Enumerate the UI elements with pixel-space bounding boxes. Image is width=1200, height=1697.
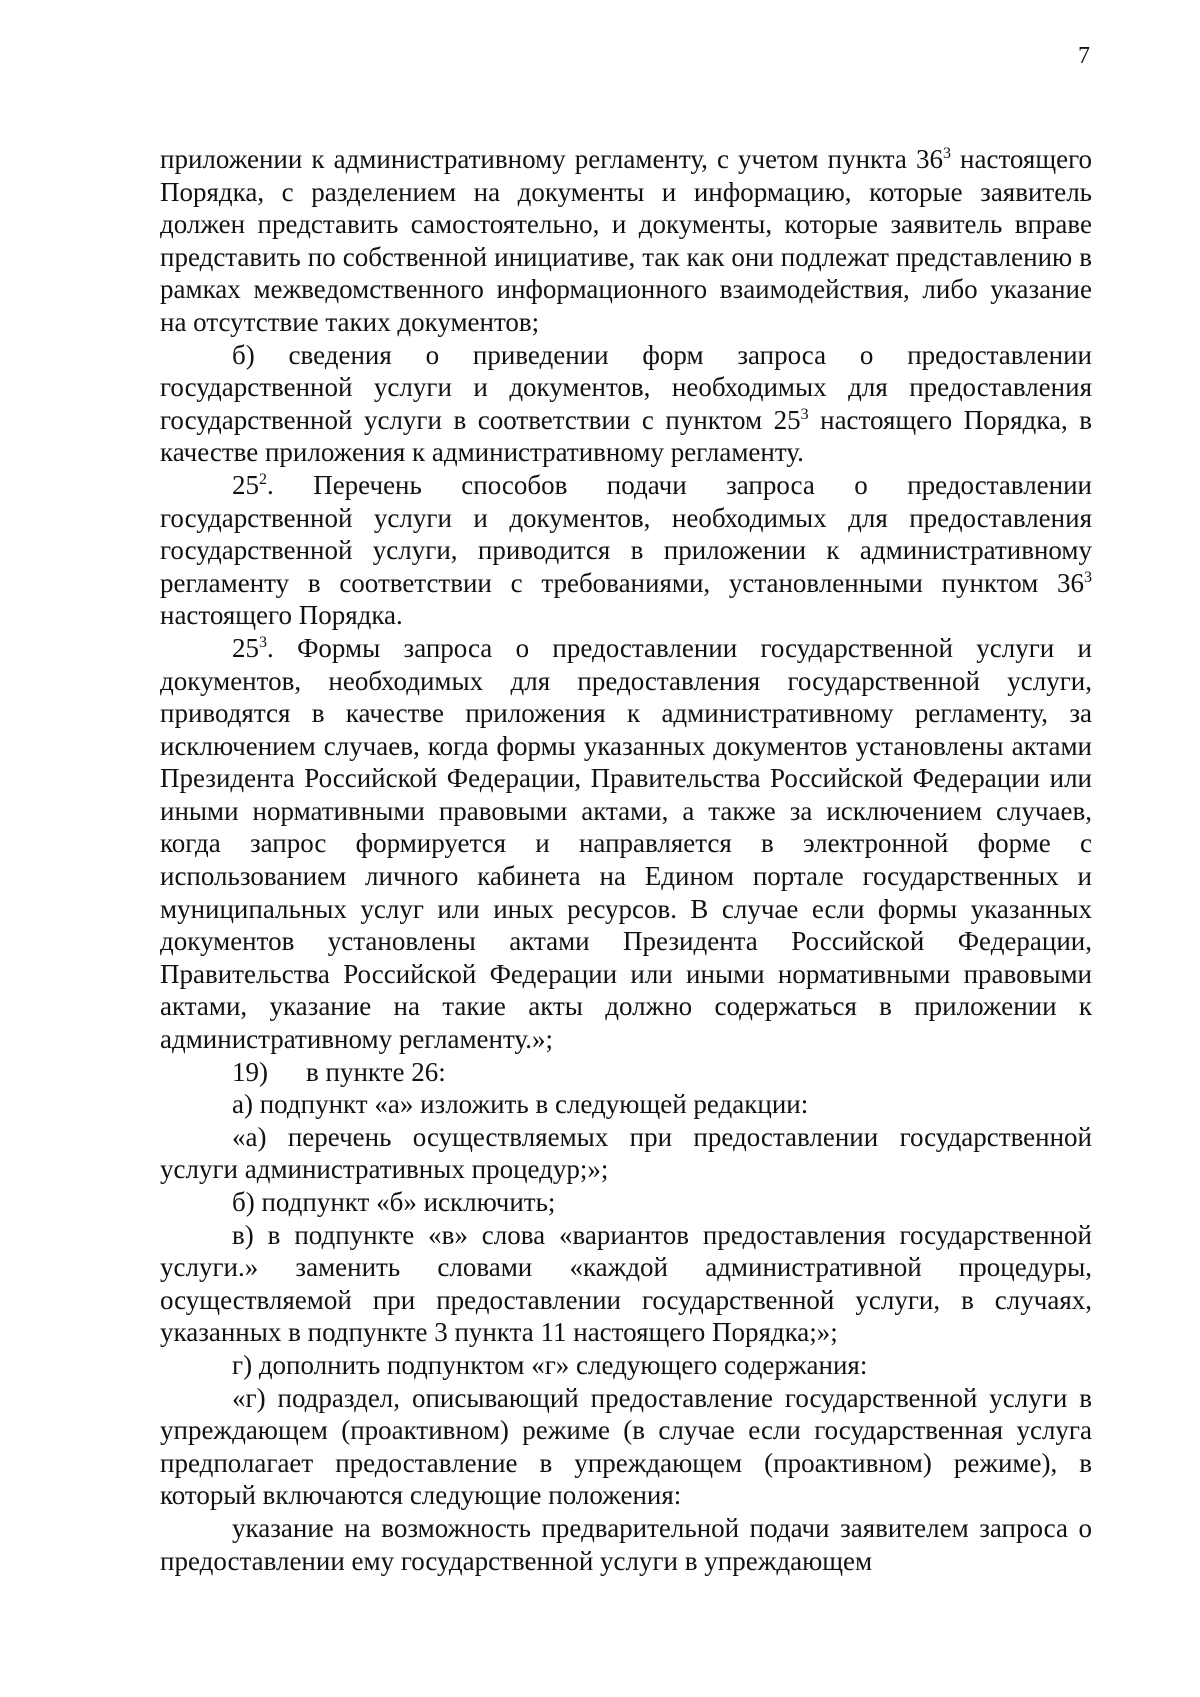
paragraph-p12 <box>160 1512 1092 1577</box>
paragraph-p11 <box>160 1382 1092 1512</box>
item-number: 19) <box>232 1056 268 1087</box>
paragraph-text: в) в подпункте «в» слова «вариантов предоставления государственной услуги.» заменить словами «каждой административной процедуры, осуществляемой при предоставлении государственной услуги, в случаях, указанных в подпункте 3 пункта 11 настоящего Порядка;»; <box>160 1219 1092 1348</box>
paragraph-text: . Формы запроса о предоставлении государственной услуги и документов, необходимых для предоставления государственной услуги, приводятся в качестве приложения к административному регламенту, за исключением случаев, когда формы указанных документов установлены актами Президента Российской Федерации, Правительства Российской Федерации или иными нормативными правовыми актами, а также за исключением случаев, когда запрос формируется и направляется в электронной форме с использованием личного кабинета на Едином портале государственных и муниципальных услуг или иных ресурсов. В случае если формы указанных документов установлены актами Президента Российской Федерации, Правительства Российской Федерации или иными нормативными правовыми актами, указание на такие акты должно содержаться в приложении к административному регламенту.»; <box>160 632 1092 1055</box>
superscript: 3 <box>942 145 951 162</box>
paragraph-text: в пункте 26: <box>306 1056 446 1087</box>
page-number: 7 <box>1078 43 1090 69</box>
paragraph-text: указание на возможность предварительной подачи заявителем запроса о предоставлении ему государственной услуги в упреждающем <box>160 1512 1092 1576</box>
paragraph-text: настоящего Порядка. <box>160 600 403 631</box>
paragraph-text: «г) подраздел, описывающий предоставление государственной услуги в упреждающем (проактивном) режиме (в случае если государственная услуга предполагает предоставление в упреждающем (проактивном) режиме), в который включаются следующие положения: <box>160 1382 1092 1511</box>
paragraph-p7 <box>160 1121 1092 1186</box>
superscript: 2 <box>259 470 267 488</box>
superscript: 3 <box>1084 568 1092 586</box>
paragraph-p8 <box>160 1186 1092 1219</box>
paragraph-text: приложении к административному регламенту, с учетом пункта 36 <box>160 144 943 174</box>
document-body <box>160 143 1092 1577</box>
paragraph-p1 <box>160 143 1092 339</box>
paragraph-text: 25 <box>232 469 259 500</box>
paragraph-text: 25 <box>232 632 259 663</box>
paragraph-text: б) сведения о приведении форм запроса о предоставлении государственной услуги и документов, необходимых для предоставления государственной услуги в соответствии с пунктом 25 <box>160 339 1092 435</box>
paragraph-text: настоящего Порядка, в качестве приложения к административному регламенту. <box>160 404 1092 468</box>
superscript: 3 <box>800 405 809 423</box>
paragraph-p6 <box>160 1088 1092 1121</box>
paragraph-text: б) подпункт «б» исключить; <box>232 1187 556 1217</box>
paragraph-p2 <box>160 339 1092 469</box>
paragraph-p9 <box>160 1219 1092 1349</box>
paragraph-p4 <box>160 632 1092 1056</box>
superscript: 3 <box>259 633 267 651</box>
paragraph-text: . Перечень способов подачи запроса о предоставлении государственной услуги и документов, необходимых для предоставления государственной услуги, приводится в приложении к административному регламенту в соответствии с требованиями, установленными пунктом 36 <box>160 469 1092 598</box>
paragraph-p10 <box>160 1349 1092 1382</box>
paragraph-text: а) подпункт «а» изложить в следующей редакции: <box>232 1089 809 1120</box>
paragraph-p5 <box>160 1056 1092 1089</box>
paragraph-p3 <box>160 469 1092 632</box>
paragraph-text: настоящего Порядка, с разделением на документы и информацию, которые заявитель должен представить самостоятельно, и документы, которые заявитель вправе представить по собственной инициативе, так как они подлежат представлению в рамках межведомственного информационного взаимодействия, либо указание на отсутствие таких документов; <box>160 144 1092 337</box>
paragraph-text: г) дополнить подпунктом «г» следующего содержания: <box>232 1349 868 1380</box>
paragraph-text: «а) перечень осуществляемых при предоставлении государственной услуги административных процедур;»; <box>160 1121 1092 1185</box>
